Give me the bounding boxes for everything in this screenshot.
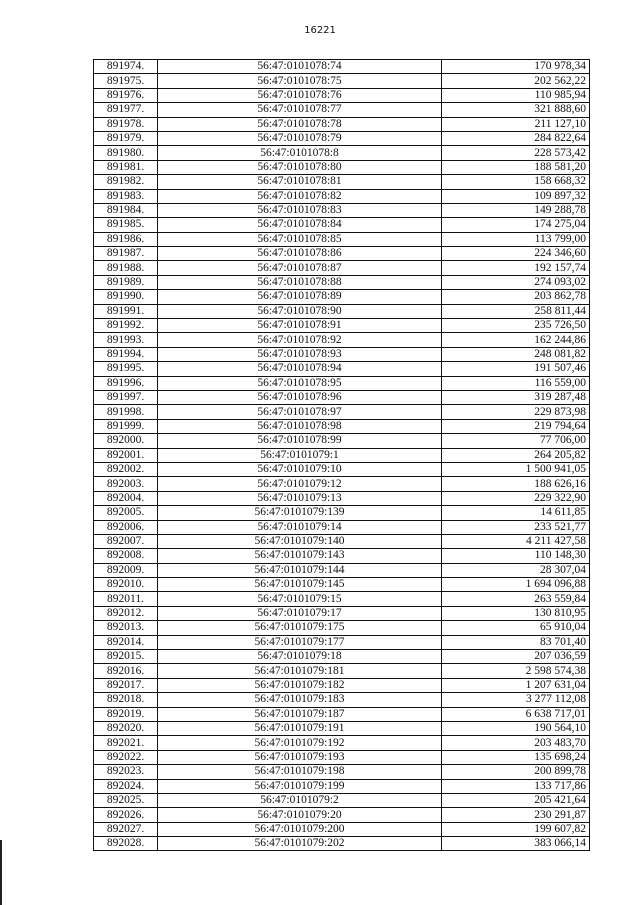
- row-number-cell: 892026.: [94, 808, 158, 822]
- cadastral-value-cell: 203 862,78: [442, 290, 590, 304]
- row-number-cell: 892005.: [94, 506, 158, 520]
- cadastral-value-cell: 1 500 941,05: [442, 462, 590, 476]
- row-number-cell: 891975.: [94, 74, 158, 88]
- table-row: [94, 736, 590, 750]
- table-row: [94, 319, 590, 333]
- cadastral-number-cell: 56:47:0101079:143: [158, 549, 442, 563]
- cadastral-number-cell: 56:47:0101078:77: [158, 103, 442, 117]
- cadastral-number-cell: 56:47:0101078:86: [158, 247, 442, 261]
- cadastral-value-cell: 203 483,70: [442, 736, 590, 750]
- row-number-cell: 891995.: [94, 362, 158, 376]
- table-row: [94, 606, 590, 620]
- table-row: [94, 376, 590, 390]
- table-row: [94, 88, 590, 102]
- cadastral-number-cell: 56:47:0101079:12: [158, 477, 442, 491]
- scan-edge-mark: [0, 840, 2, 905]
- row-number-cell: 891998.: [94, 405, 158, 419]
- row-number-cell: 891991.: [94, 304, 158, 318]
- table-row: [94, 203, 590, 217]
- row-number-cell: 891988.: [94, 261, 158, 275]
- row-number-cell: 892028.: [94, 837, 158, 851]
- row-number-cell: 891997.: [94, 390, 158, 404]
- table-row: [94, 635, 590, 649]
- cadastral-value-cell: 264 205,82: [442, 448, 590, 462]
- row-number-cell: 891982.: [94, 175, 158, 189]
- table-row: [94, 189, 590, 203]
- cadastral-number-cell: 56:47:0101079:13: [158, 491, 442, 505]
- table-row: [94, 793, 590, 807]
- table-row: [94, 549, 590, 563]
- row-number-cell: 891981.: [94, 160, 158, 174]
- cadastral-number-cell: 56:47:0101078:74: [158, 60, 442, 74]
- table-row: [94, 765, 590, 779]
- cadastral-number-cell: 56:47:0101078:75: [158, 74, 442, 88]
- cadastral-number-cell: 56:47:0101078:95: [158, 376, 442, 390]
- row-number-cell: 891976.: [94, 88, 158, 102]
- cadastral-value-cell: 229 873,98: [442, 405, 590, 419]
- table-row: [94, 491, 590, 505]
- row-number-cell: 892006.: [94, 520, 158, 534]
- cadastral-value-cell: 110 148,30: [442, 549, 590, 563]
- cadastral-number-cell: 56:47:0101078:79: [158, 131, 442, 145]
- cadastral-number-cell: 56:47:0101079:20: [158, 808, 442, 822]
- cadastral-number-cell: 56:47:0101079:199: [158, 779, 442, 793]
- table-row: [94, 175, 590, 189]
- cadastral-value-cell: 248 081,82: [442, 347, 590, 361]
- table-row: [94, 621, 590, 635]
- row-number-cell: 892025.: [94, 793, 158, 807]
- cadastral-value-cell: 2 598 574,38: [442, 664, 590, 678]
- row-number-cell: 892024.: [94, 779, 158, 793]
- table-row: [94, 434, 590, 448]
- table-row: [94, 578, 590, 592]
- cadastral-number-cell: 56:47:0101078:92: [158, 333, 442, 347]
- cadastral-number-cell: 56:47:0101079:202: [158, 837, 442, 851]
- table-row: [94, 693, 590, 707]
- cadastral-value-cell: 235 726,50: [442, 319, 590, 333]
- cadastral-number-cell: 56:47:0101078:96: [158, 390, 442, 404]
- cadastral-value-cell: 383 066,14: [442, 837, 590, 851]
- cadastral-number-cell: 56:47:0101079:187: [158, 707, 442, 721]
- table-row: [94, 333, 590, 347]
- table-row: [94, 506, 590, 520]
- table-row: [94, 779, 590, 793]
- cadastral-value-cell: 65 910,04: [442, 621, 590, 635]
- row-number-cell: 891992.: [94, 319, 158, 333]
- table-row: [94, 664, 590, 678]
- cadastral-value-cell: 319 287,48: [442, 390, 590, 404]
- cadastral-value-cell: 130 810,95: [442, 606, 590, 620]
- row-number-cell: 892001.: [94, 448, 158, 462]
- cadastral-value-cell: 110 985,94: [442, 88, 590, 102]
- cadastral-number-cell: 56:47:0101078:89: [158, 290, 442, 304]
- cadastral-number-cell: 56:47:0101079:139: [158, 506, 442, 520]
- row-number-cell: 892020.: [94, 721, 158, 735]
- cadastral-value-cell: 135 698,24: [442, 750, 590, 764]
- cadastral-value-cell: 224 346,60: [442, 247, 590, 261]
- table-row: [94, 678, 590, 692]
- table-row: [94, 146, 590, 160]
- table-row: [94, 707, 590, 721]
- row-number-cell: 891979.: [94, 131, 158, 145]
- table-body: [94, 60, 590, 851]
- table-row: [94, 218, 590, 232]
- cadastral-number-cell: 56:47:0101078:80: [158, 160, 442, 174]
- cadastral-value-cell: 188 626,16: [442, 477, 590, 491]
- row-number-cell: 891987.: [94, 247, 158, 261]
- cadastral-value-cell: 162 244,86: [442, 333, 590, 347]
- row-number-cell: 892017.: [94, 678, 158, 692]
- row-number-cell: 891993.: [94, 333, 158, 347]
- cadastral-number-cell: 56:47:0101079:193: [158, 750, 442, 764]
- row-number-cell: 892023.: [94, 765, 158, 779]
- table-row: [94, 261, 590, 275]
- cadastral-number-cell: 56:47:0101079:145: [158, 578, 442, 592]
- cadastral-value-cell: 1 694 096,88: [442, 578, 590, 592]
- cadastral-value-cell: 1 207 631,04: [442, 678, 590, 692]
- row-number-cell: 892011.: [94, 592, 158, 606]
- cadastral-value-cell: 202 562,22: [442, 74, 590, 88]
- cadastral-number-cell: 56:47:0101079:144: [158, 563, 442, 577]
- cadastral-number-cell: 56:47:0101079:175: [158, 621, 442, 635]
- row-number-cell: 891996.: [94, 376, 158, 390]
- cadastral-value-cell: 77 706,00: [442, 434, 590, 448]
- cadastral-number-cell: 56:47:0101079:191: [158, 721, 442, 735]
- page-number: 16221: [304, 25, 336, 36]
- table-row: [94, 275, 590, 289]
- cadastral-number-cell: 56:47:0101078:83: [158, 203, 442, 217]
- cadastral-value-cell: 116 559,00: [442, 376, 590, 390]
- cadastral-value-cell: 14 611,85: [442, 506, 590, 520]
- cadastral-number-cell: 56:47:0101079:182: [158, 678, 442, 692]
- cadastral-value-cell: 113 799,00: [442, 232, 590, 246]
- row-number-cell: 892016.: [94, 664, 158, 678]
- cadastral-value-cell: 133 717,86: [442, 779, 590, 793]
- cadastral-value-cell: 321 888,60: [442, 103, 590, 117]
- row-number-cell: 892008.: [94, 549, 158, 563]
- cadastral-value-cell: 219 794,64: [442, 419, 590, 433]
- table-row: [94, 74, 590, 88]
- table-row: [94, 405, 590, 419]
- cadastral-number-cell: 56:47:0101079:183: [158, 693, 442, 707]
- cadastral-number-cell: 56:47:0101079:192: [158, 736, 442, 750]
- row-number-cell: 892013.: [94, 621, 158, 635]
- table-row: [94, 232, 590, 246]
- table-row: [94, 822, 590, 836]
- cadastral-number-cell: 56:47:0101079:2: [158, 793, 442, 807]
- row-number-cell: 892014.: [94, 635, 158, 649]
- row-number-cell: 891977.: [94, 103, 158, 117]
- table-row: [94, 520, 590, 534]
- row-number-cell: 892003.: [94, 477, 158, 491]
- cadastral-number-cell: 56:47:0101079:14: [158, 520, 442, 534]
- cadastral-value-cell: 170 978,34: [442, 60, 590, 74]
- cadastral-number-cell: 56:47:0101078:8: [158, 146, 442, 160]
- cadastral-value-cell: 233 521,77: [442, 520, 590, 534]
- cadastral-number-cell: 56:47:0101078:97: [158, 405, 442, 419]
- row-number-cell: 891990.: [94, 290, 158, 304]
- cadastral-value-cell: 200 899,78: [442, 765, 590, 779]
- cadastral-value-table: [93, 59, 590, 851]
- cadastral-value-cell: 191 507,46: [442, 362, 590, 376]
- cadastral-number-cell: 56:47:0101078:82: [158, 189, 442, 203]
- cadastral-number-cell: 56:47:0101079:10: [158, 462, 442, 476]
- row-number-cell: 891983.: [94, 189, 158, 203]
- row-number-cell: 892007.: [94, 534, 158, 548]
- cadastral-value-cell: 229 322,90: [442, 491, 590, 505]
- cadastral-number-cell: 56:47:0101079:1: [158, 448, 442, 462]
- cadastral-number-cell: 56:47:0101078:76: [158, 88, 442, 102]
- cadastral-value-cell: 258 811,44: [442, 304, 590, 318]
- row-number-cell: 891999.: [94, 419, 158, 433]
- table-row: [94, 290, 590, 304]
- cadastral-value-cell: 230 291,87: [442, 808, 590, 822]
- table-row: [94, 419, 590, 433]
- cadastral-number-cell: 56:47:0101078:84: [158, 218, 442, 232]
- row-number-cell: 892012.: [94, 606, 158, 620]
- table-row: [94, 477, 590, 491]
- cadastral-value-cell: 3 277 112,08: [442, 693, 590, 707]
- table-row: [94, 390, 590, 404]
- cadastral-number-cell: 56:47:0101079:177: [158, 635, 442, 649]
- row-number-cell: 891985.: [94, 218, 158, 232]
- cadastral-value-cell: 207 036,59: [442, 650, 590, 664]
- table-row: [94, 592, 590, 606]
- row-number-cell: 892018.: [94, 693, 158, 707]
- cadastral-number-cell: 56:47:0101079:198: [158, 765, 442, 779]
- table-row: [94, 247, 590, 261]
- table-row: [94, 448, 590, 462]
- cadastral-number-cell: 56:47:0101078:94: [158, 362, 442, 376]
- cadastral-number-cell: 56:47:0101078:91: [158, 319, 442, 333]
- cadastral-value-cell: 284 822,64: [442, 131, 590, 145]
- row-number-cell: 892015.: [94, 650, 158, 664]
- cadastral-value-cell: 211 127,10: [442, 117, 590, 131]
- table-row: [94, 808, 590, 822]
- cadastral-number-cell: 56:47:0101079:17: [158, 606, 442, 620]
- row-number-cell: 891986.: [94, 232, 158, 246]
- table-row: [94, 131, 590, 145]
- cadastral-value-cell: 4 211 427,58: [442, 534, 590, 548]
- cadastral-value-cell: 174 275,04: [442, 218, 590, 232]
- cadastral-number-cell: 56:47:0101078:93: [158, 347, 442, 361]
- cadastral-value-cell: 6 638 717,01: [442, 707, 590, 721]
- cadastral-number-cell: 56:47:0101078:78: [158, 117, 442, 131]
- table-row: [94, 534, 590, 548]
- table-row: [94, 347, 590, 361]
- row-number-cell: 892000.: [94, 434, 158, 448]
- cadastral-value-cell: 274 093,02: [442, 275, 590, 289]
- cadastral-number-cell: 56:47:0101078:99: [158, 434, 442, 448]
- row-number-cell: 891980.: [94, 146, 158, 160]
- table-row: [94, 462, 590, 476]
- cadastral-value-cell: 263 559,84: [442, 592, 590, 606]
- row-number-cell: 892021.: [94, 736, 158, 750]
- cadastral-value-cell: 192 157,74: [442, 261, 590, 275]
- cadastral-number-cell: 56:47:0101078:81: [158, 175, 442, 189]
- cadastral-number-cell: 56:47:0101078:87: [158, 261, 442, 275]
- row-number-cell: 892027.: [94, 822, 158, 836]
- cadastral-number-cell: 56:47:0101078:88: [158, 275, 442, 289]
- cadastral-value-cell: 28 307,04: [442, 563, 590, 577]
- cadastral-value-cell: 228 573,42: [442, 146, 590, 160]
- row-number-cell: 891994.: [94, 347, 158, 361]
- cadastral-number-cell: 56:47:0101078:90: [158, 304, 442, 318]
- cadastral-number-cell: 56:47:0101079:18: [158, 650, 442, 664]
- cadastral-value-cell: 158 668,32: [442, 175, 590, 189]
- cadastral-value-cell: 83 701,40: [442, 635, 590, 649]
- row-number-cell: 892004.: [94, 491, 158, 505]
- cadastral-value-cell: 149 288,78: [442, 203, 590, 217]
- row-number-cell: 891984.: [94, 203, 158, 217]
- cadastral-value-cell: 109 897,32: [442, 189, 590, 203]
- table-row: [94, 362, 590, 376]
- table-row: [94, 837, 590, 851]
- table-row: [94, 563, 590, 577]
- table-row: [94, 721, 590, 735]
- row-number-cell: 892009.: [94, 563, 158, 577]
- row-number-cell: 891974.: [94, 60, 158, 74]
- table-row: [94, 103, 590, 117]
- row-number-cell: 892010.: [94, 578, 158, 592]
- table-row: [94, 60, 590, 74]
- cadastral-value-cell: 190 564,10: [442, 721, 590, 735]
- table-row: [94, 117, 590, 131]
- table-row: [94, 650, 590, 664]
- cadastral-value-cell: 188 581,20: [442, 160, 590, 174]
- cadastral-number-cell: 56:47:0101079:181: [158, 664, 442, 678]
- row-number-cell: 892019.: [94, 707, 158, 721]
- table-row: [94, 304, 590, 318]
- row-number-cell: 892002.: [94, 462, 158, 476]
- cadastral-number-cell: 56:47:0101079:200: [158, 822, 442, 836]
- cadastral-value-cell: 205 421,64: [442, 793, 590, 807]
- cadastral-number-cell: 56:47:0101078:85: [158, 232, 442, 246]
- row-number-cell: 891989.: [94, 275, 158, 289]
- cadastral-number-cell: 56:47:0101079:15: [158, 592, 442, 606]
- row-number-cell: 892022.: [94, 750, 158, 764]
- table-row: [94, 750, 590, 764]
- cadastral-number-cell: 56:47:0101079:140: [158, 534, 442, 548]
- cadastral-value-cell: 199 607,82: [442, 822, 590, 836]
- table-row: [94, 160, 590, 174]
- cadastral-number-cell: 56:47:0101078:98: [158, 419, 442, 433]
- row-number-cell: 891978.: [94, 117, 158, 131]
